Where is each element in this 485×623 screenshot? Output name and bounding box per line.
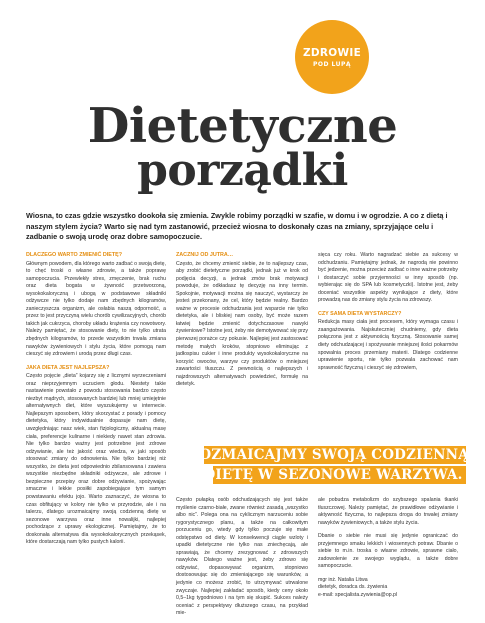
body-paragraph: Głównym powodem, dla którego warto zadbać o swoją dietę, to chęć troski o własne zdrowie, a także poprawę samopoczucia. Przewlekły stres, zmęczenie, brak ruchu oraz dieta bogata w żywność przetworzoną, wysokokaloryczną i ubogą w podstawowe składniki odżywcze nie tylko dodaje nam zbędnych kilogramów, zanieczyszcza organizm, ale osłabia naszą odporność, a przez to jest przyczyną wielu chorób cywilizacyjnych, chorób takich jak cukrzyca, choroby układu krążenia czy nowotwory. Należy pamiętać, że stosowanie diety, to nie tylko utrata zbędnych kilogramów, to przede wszystkim trwała zmiana nawyków żywieniowych i stylu życia, które pomogą nam cieszyć się zdrowiem i urodą przez długi czas. [26, 260, 166, 358]
column-1 [26, 252, 166, 547]
badge-label: ZDROWIE [302, 46, 362, 59]
column-4 [176, 497, 308, 618]
section-heading: JAKA DIETA JEST NAJLEPSZA? [26, 364, 110, 371]
column-3 [318, 252, 458, 372]
section-heading: CZY SAMA DIETA WYSTARCZY? [318, 310, 402, 317]
column-2 [176, 252, 308, 389]
badge-sublabel: POD LUPĄ [312, 60, 352, 68]
body-paragraph: ale pobudza metabolizm do szybszego spalania tkanki tłuszczowej. Należy pamiętać, że prawidłowe odżywianie i aktywność fizyczna, to najlepsza droga do trwałej zmiany nawyków żywieniowych, a także stylu życia. [318, 497, 458, 526]
section-heading: DLACZEGO WARTO ZMIENIĆ DIETĘ? [26, 252, 123, 258]
author-title: dietetyk, doradca ds. żywienia [318, 584, 388, 591]
article-title-line-1: Dietetyczne [87, 98, 398, 154]
section-badge [295, 20, 369, 94]
pull-quote-text: DIETĘ W SEZONOWE WARZYWA. [203, 467, 463, 483]
section-heading: ZACZNIJ OD JUTRA… [176, 252, 234, 258]
pull-quote-text: UROZMAICAJMY SWOJĄ CODZIENNĄ [176, 447, 469, 463]
body-paragraph: Redukcja masy ciała jest procesem, który wymaga czasu i zaangażowania. Najskuteczniej chudniemy, gdy dieta połączona jest z aktywnością fizyczną. Stosowanie samej diety odchudzającej i spożywanie mniejszej ilości pokarmów spowalnia proces przemiany materii. Dlatego codzienne uprawienie sportu, nie tylko pozwala zachować nam sprawność fizyczną i cieszyć się zdrowiem, [318, 319, 458, 371]
body-paragraph: Dbanie o siebie nie musi się jedynie ograniczać do przyjemnego smaku lekkich i wiosennych potraw. Dbanie o siebie to m.in. troska o własne zdrowie, sprawne ciało, zadowolenie ze swojego wyglądu, a także dobre samopoczucie. [318, 533, 458, 570]
body-paragraph: Często pojęcie „dieta” kojarzy się z licznymi wyrzeczeniami oraz nieprzyjemnym uczuciem głodu. Niestety takie nastawienie powstało z powodu stosowania bardzo często niezbyt mądrych, stosowanych bardziej lub mniej umiejętnie alternatywnych diet, które wyszukujemy w internecie. Najlepszym sposobem, który skorzystać z porady i pomocy dietetyka, który indywidualnie dopasuje nam dietę, uwzględniając nasz wiek, stan fizjologiczny, aktualną masę ciała, preferencje kulinarne i niekiedy nawet stan zdrowia. Nie tylko bardzo ważny jest potrzebne jest zdrowe odżywianie, ale też jakość oraz wiedza, w jaki sposób stosować zmiany do odnowienia. Nie tylko bardziej niż wszystko, że dieta jest odpowiednio zbilansowana i zawiera wszystkie niezbędne składniki odżywcze, ale zdrowe i bezpieczne przepisy oraz dobre odżywianie, spożywając smaczne i lekkie posiłki zapobiegające tym samym powstawaniu efektu jojo. Warto zaznaczyć, że wiosna to czas obfitujący w kolory nie tylko w przyrodzie, ale i na talerzu, dlatego urozmaicajmy swoją codzienną dietę w sezonowe warzywa oraz inne nowalijki, najlepiej pochodzące z uprawy ekologicznej. Pamiętajmy, że to doskonała alternatywa dla wysokokalorycznych przekąsek, które dostarczają nam tylko pustych kalorii. [26, 373, 166, 546]
column-5 [318, 497, 458, 600]
article-title-line-2: porządki [137, 145, 348, 196]
lead-paragraph: Wiosna, to czas gdzie wszystko dookoła się zmienia. Zwykle robimy porządki w szafie, w domu i w ogrodzie. A co z dietą i naszym stylem życia? Warto się nad tym zastanowić, przecież wiosna to doskonały czas na zmiany, sprzyjające celu i zadbanie o swoją urodę oraz dobre samopoczucie. [26, 211, 448, 242]
body-paragraph: Często pułapką osób odchudzających się jest także myślenie czarno-białe, zwane również zasadą „wszystko albo nic”. Polega ona na cyklicznym narzuceniu sobie rygorystycznego planu, a także na całkowitym porzuceniu go, wtedy gdy tylko poczuje się małe odstępstwo od diety. W konsekwencji ciągle wzloty i upadki dietetyczne nie tylko nas zniechęcają, ale sprawiają, że chcemy zrezygnować z zdrowszych nawyków. Dlatego ważne jest, żeby zdrowo się odżywiać, dopasowywać organizm, stopniowo dostosowując się do zmieniającego się warunków, a jedynie co możesz zrobić, to utrzymywać utrwalone zwyczaje. Najlepiej zakładać sposób, kiedy ceny około 0,5–1kg tygodniowo i na tym się skupić. Sukces należy oceniać z perspektywy dłuższego czasu, na przykład mie- [176, 497, 308, 617]
author-name: mgr inż. Natalia Litwa [318, 576, 368, 583]
body-paragraph: Często, że chcemy zmienić siebie, że to najlepszy czas, aby zrobić dietetyczne porządki, jednak już w krok od podjęcia decyzji, a jednak zmów brak motywacji powoduje, że odkładasz tę decyzję na inny termin. Spokojnie, motywacji można się nauczyć, wystarczy że jesteś przekonany, że cel, który będzie realny. Bardzo ważne w procesie odchudzania jest wsparcie nie tylko dietetyka, ale i bliskiej nam osoby, być może razem łatwiej będzie zmienić dotychczasowe nawyki żywieniowe? Istotne jest, żeby nie demotywować się przy pierwszej porażce czy pokusie. Najlepiej jest zastosować metodę małych kroków, stopniowo eliminując z jadłospisu cukier i inne produkty wysokokaloryczne na korzyść owoców, warzyw czy produktów o mniejszej zawartości tłuszczu. Z pewnością o najlepszych i najzdrowszych alternatywach powiedzieć, formułę na dietetyk. [176, 260, 308, 388]
body-paragraph: sięca czy roku. Warto nagradzać siebie za sukcesy w odchudzaniu. Pamiętajmy jednak, że nagrodą nie powinno być jedzenie, można przecież zadbać o inne ważne potrzeby i dostarczyć sobie przyjemności w inny sposób (np. wybierając się do SPA lub kosmetyczki). Istotne jest, żeby doceniać wszystkie aspekty wynikające z diety, które prowadzą nas do zmiany stylu życia na zdrowszy. [318, 252, 458, 304]
author-email: e-mail: specjalista.zywienia@op.pl [318, 592, 398, 599]
